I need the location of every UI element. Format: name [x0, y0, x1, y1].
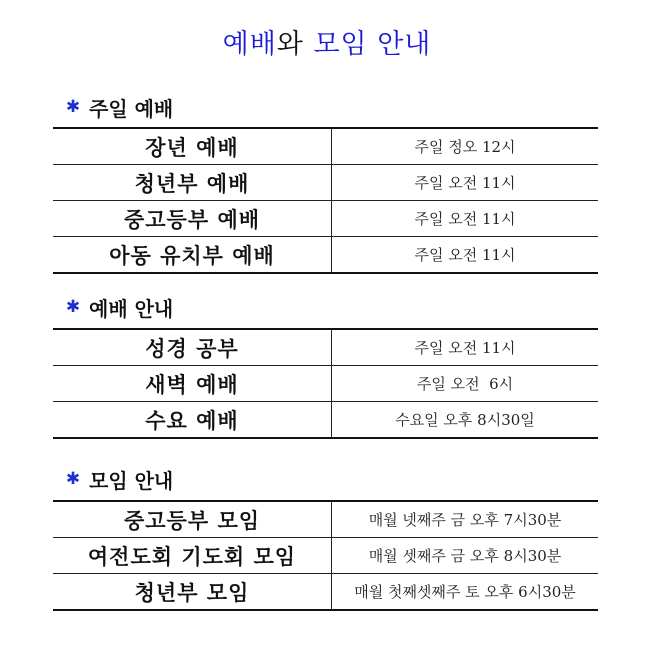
section-heading-label: 모임 안내: [89, 468, 174, 493]
row-time: 주일 정오 12시: [332, 128, 599, 165]
row-time: 주일 오전 11시: [332, 237, 599, 274]
row-time: 주일 오전 11시: [332, 201, 599, 237]
table-row: [53, 366, 598, 402]
section-heading-label: 예배 안내: [89, 296, 174, 321]
section-heading-sunday: [63, 95, 173, 119]
row-time: 매월 첫째셋째주 토 오후 6시30분: [332, 574, 599, 611]
section-heading-label: 주일 예배: [89, 96, 174, 121]
table-row: [53, 237, 598, 274]
row-name: 아동 유치부 예배: [53, 237, 332, 274]
row-time: 매월 넷째주 금 오후 7시30분: [332, 501, 599, 538]
title-part-3: 모임 안내: [313, 29, 432, 60]
page-title: [0, 22, 654, 61]
star-bullet-icon: ✱: [65, 97, 81, 117]
row-time: 매월 셋째주 금 오후 8시30분: [332, 538, 599, 574]
title-part-2: 와: [276, 29, 314, 60]
worship-guide-table: [53, 328, 598, 439]
table-row: [53, 329, 598, 366]
row-name: 수요 예배: [53, 402, 332, 439]
row-name: 장년 예배: [53, 128, 332, 165]
row-time: 주일 오전 11시: [332, 329, 599, 366]
table-row: [53, 128, 598, 165]
row-name: 성경 공부: [53, 329, 332, 366]
table-row: [53, 574, 598, 611]
sunday-worship-table: [53, 127, 598, 274]
row-name: 중고등부 모임: [53, 501, 332, 538]
table-row: [53, 402, 598, 439]
row-time: 수요일 오후 8시30일: [332, 402, 599, 439]
table-row: [53, 165, 598, 201]
table-row: [53, 201, 598, 237]
row-name: 새벽 예배: [53, 366, 332, 402]
row-time: 주일 오전 11시: [332, 165, 599, 201]
star-bullet-icon: ✱: [65, 469, 81, 489]
row-name: 청년부 모임: [53, 574, 332, 611]
section-heading-meetings: [63, 467, 173, 491]
row-name: 중고등부 예배: [53, 201, 332, 237]
row-name: 여전도회 기도회 모임: [53, 538, 332, 574]
title-part-1: 예배: [222, 29, 277, 60]
table-row: [53, 538, 598, 574]
meetings-table: [53, 500, 598, 611]
table-row: [53, 501, 598, 538]
row-name: 청년부 예배: [53, 165, 332, 201]
section-heading-worship-guide: [63, 295, 173, 319]
star-bullet-icon: ✱: [65, 297, 81, 317]
row-time: 주일 오전 6시: [332, 366, 599, 402]
